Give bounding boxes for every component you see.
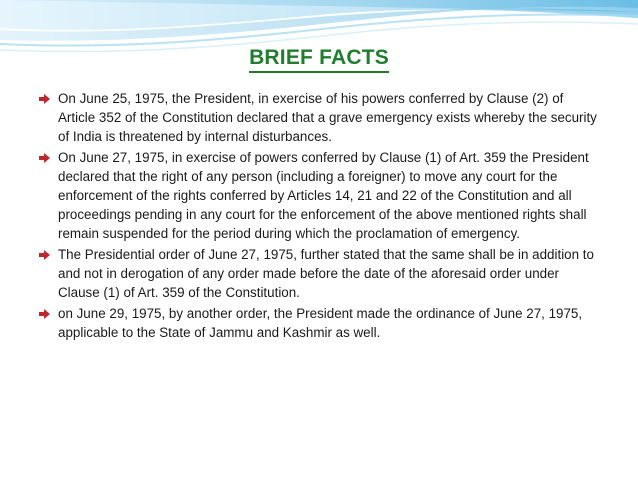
- bullet-text: On June 25, 1975, the President, in exercise of his powers conferred by Clause (2) of Article 352 of the Constitution declared that a grave emergency exists whereby the security of India is threatened by internal disturbances.: [58, 91, 597, 144]
- bullet-item-2: [38, 148, 603, 243]
- right-arrow-icon: [39, 250, 50, 260]
- right-arrow-icon: [39, 309, 50, 319]
- right-arrow-icon: [39, 94, 50, 104]
- bullet-item-4: [38, 304, 603, 342]
- bullet-text: On June 27, 1975, in exercise of powers conferred by Clause (1) of Art. 359 the President declared that the right of any person (including a foreigner) to move any court for the enforcement of the rights conferred by Articles 14, 21 and 22 of the Constitution and all proceedings pending in any court for the enforcement of the above mentioned rights shall remain suspended for the period during which the proclamation of emergency.: [58, 150, 589, 241]
- bullet-list: [38, 89, 603, 344]
- bullet-item-1: [38, 89, 603, 146]
- slide-title-text: BRIEF FACTS: [249, 46, 389, 73]
- slide-title: [0, 46, 638, 73]
- bullet-item-3: [38, 245, 603, 302]
- bullet-text: on June 29, 1975, by another order, the President made the ordinance of June 27, 1975, applicable to the State of Jammu and Kashmir as well.: [58, 306, 583, 340]
- right-arrow-icon: [39, 153, 50, 163]
- bullet-text: The Presidential order of June 27, 1975, further stated that the same shall be in addition to and not in derogation of any order made before the date of the aforesaid order under Clause (1) of Art. 359 of the Constitution.: [58, 247, 594, 300]
